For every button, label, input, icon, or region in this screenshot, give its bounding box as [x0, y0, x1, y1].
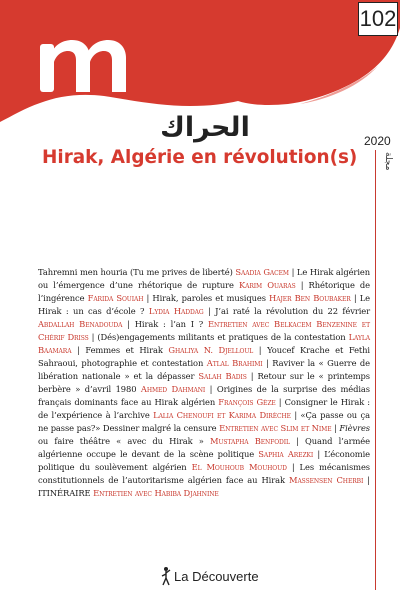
publisher-name: La Découverte	[174, 569, 259, 584]
publisher-logo-icon	[160, 566, 172, 586]
red-vertical-rule	[375, 150, 376, 590]
issue-number: 102	[358, 2, 398, 36]
publisher	[160, 566, 310, 586]
mouvements-logo-brush	[0, 0, 400, 125]
year: 2020	[364, 134, 391, 148]
spine-label: مجلة	[383, 152, 393, 171]
table-of-contents: Tahremni men houria (Tu me prives de liberté) Saadia Gacem | Le Hirak algérien ou l’émergence d’une rhétorique de rupture Karim Ouaras | Rhétorique de l’ingérence Farida Souiah | Hirak, paroles et musiques Hajer Ben Boubaker | Le Hirak : un cas d’école ? Lydia Haddag | J’ai raté la révolution du 22 février Abdallah Benadouda | Hirak : l’an I ? Entretien avec Belkacem Benzenine et Chérif Driss | (Dés)engagements militants et pratiques de la contestation Layla Baamara | Femmes et Hirak Ghaliya N. Djelloul | Youcef Krache et Fethi Sahraoui, photographie et contestation Atlal Brahimi | Raviver la « Guerre de libération nationale » et la dépasser Salah Badis | Retour sur le « printemps berbère » d’avril 1980 Ahmed Dahmani | Origines de la surprise des médias français dominants face au Hirak algérien François Gèze | Consigner le Hirak : de l’expérience à l’archive Lalia Chenoufi et Karima Dirèche | «Ça passe ou ça ne passe pas?» Dessiner malgré la censure Entretien avec Slim et Nime | Fièvres ou faire théâtre « avec du Hirak » Mustapha Benfodil | Quand l’armée algérienne occupe le devant de la scène politique Saphia Arezki | L’économie politique du soulèvement algérien El Mouhoub Mouhoud | Les mécanismes constitutionnels de l’autoritarisme algérien face au Hirak Massensen Cherbi | ITINÉRAIRE Entretien avec Habiba Djahnine	[38, 267, 371, 498]
title-arabic: الحراك	[160, 112, 250, 143]
cover-title: Hirak, Algérie en révolution(s)	[42, 147, 358, 168]
